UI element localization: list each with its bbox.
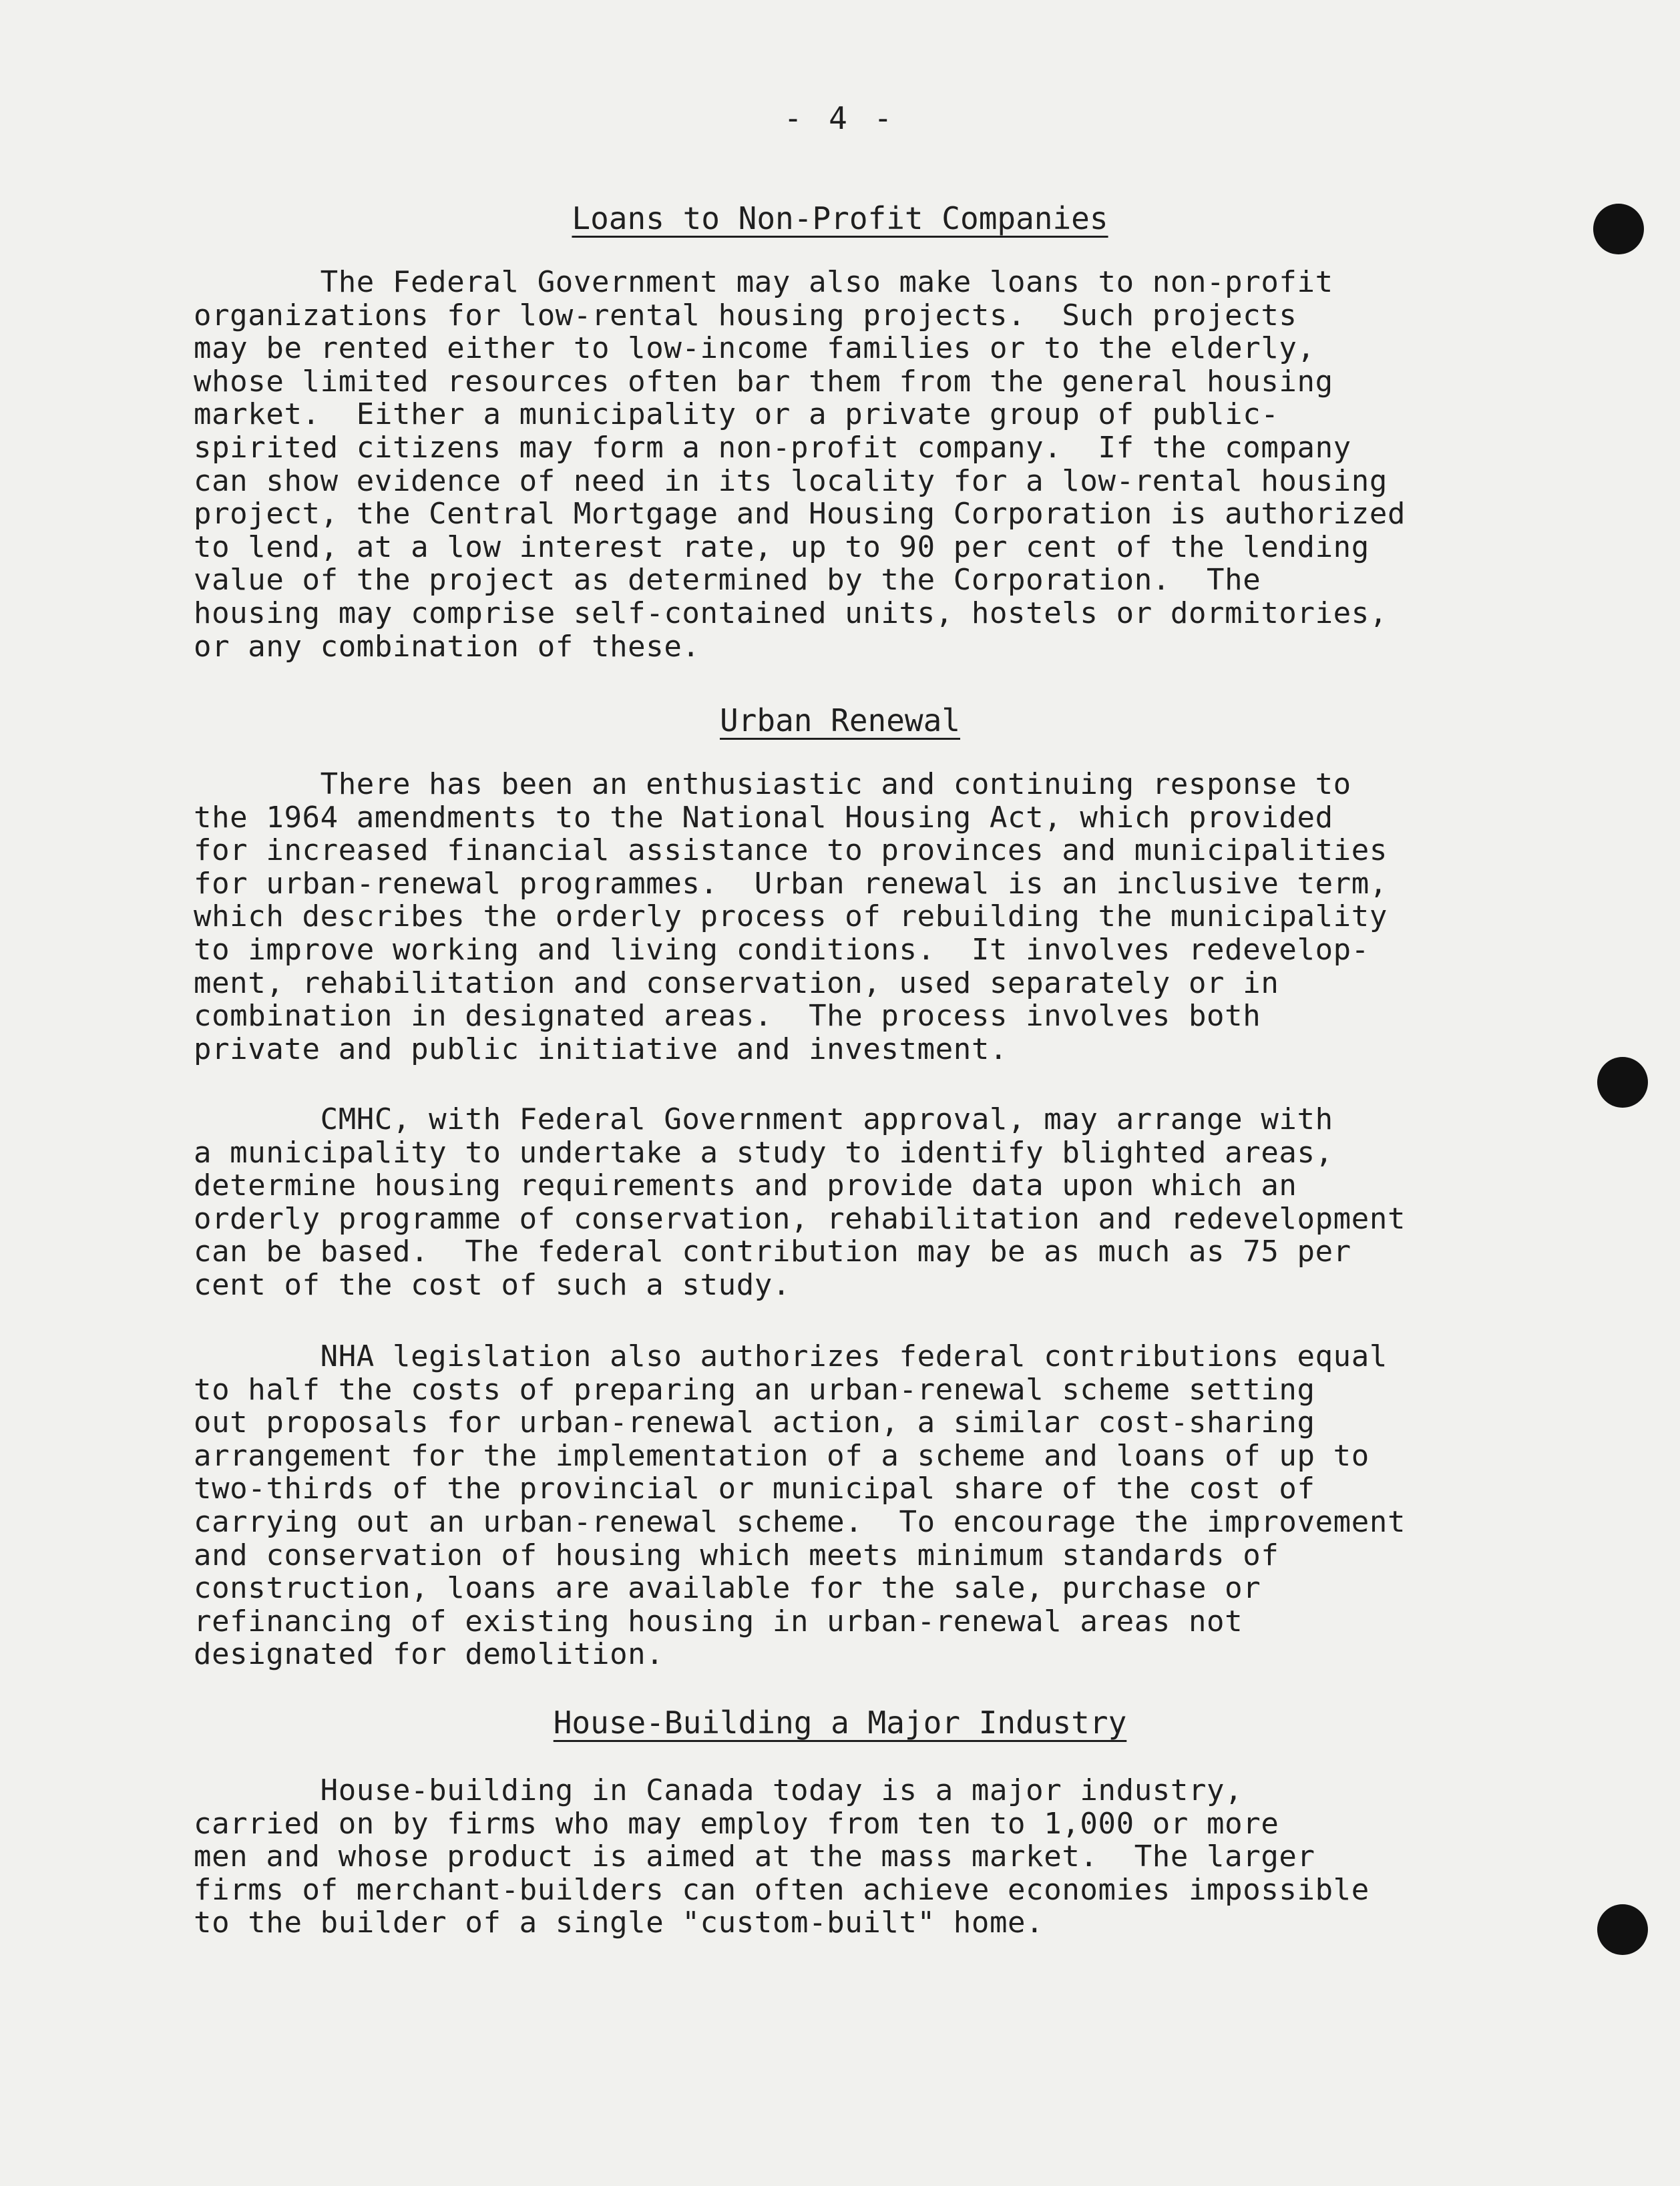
text-line: and conservation of housing which meets minimum standards of xyxy=(194,1538,1279,1572)
text-line: private and public initiative and investment. xyxy=(194,1032,1008,1066)
text-line: CMHC, with Federal Government approval, may arrange with xyxy=(194,1102,1333,1136)
text-line: men and whose product is aimed at the mass market. The larger xyxy=(194,1839,1315,1874)
text-line: carried on by firms who may employ from ten to 1,000 or more xyxy=(194,1806,1279,1841)
text-line: arrangement for the implementation of a scheme and loans of up to xyxy=(194,1438,1370,1473)
text-line: may be rented either to low-income families or to the elderly, xyxy=(194,331,1315,366)
text-line: carrying out an urban-renewal scheme. To encourage the improvement xyxy=(194,1504,1406,1539)
text-line: project, the Central Mortgage and Housing Corporation is authorized xyxy=(194,497,1406,531)
text-line: for increased financial assistance to provinces and municipalities xyxy=(194,833,1388,868)
text-line: There has been an enthusiastic and continuing response to xyxy=(194,767,1351,801)
text-line: out proposals for urban-renewal action, a similar cost-sharing xyxy=(194,1405,1315,1440)
binder-hole-bottom xyxy=(1597,1904,1648,1955)
text-line: construction, loans are available for the sale, purchase or xyxy=(194,1571,1261,1606)
paragraph-urban-renewal-2 xyxy=(194,1103,1406,1302)
text-line: a municipality to undertake a study to identify blighted areas, xyxy=(194,1135,1333,1170)
text-line: The Federal Government may also make loans to non-profit xyxy=(194,265,1333,299)
section-heading-house-building: House-Building a Major Industry xyxy=(553,1705,1127,1741)
text-line: NHA legislation also authorizes federal contributions equal xyxy=(194,1339,1388,1373)
text-line: can show evidence of need in its locality for a low-rental housing xyxy=(194,463,1388,498)
text-line: orderly programme of conservation, rehabilitation and redevelopment xyxy=(194,1201,1406,1236)
text-line: to the builder of a single "custom-built" home. xyxy=(194,1906,1044,1940)
section-heading-urban-renewal: Urban Renewal xyxy=(719,702,961,738)
paragraph-urban-renewal-1 xyxy=(194,768,1388,1066)
text-line: can be based. The federal contribution may be as much as 75 per xyxy=(194,1235,1351,1269)
text-line: which describes the orderly process of rebuilding the municipality xyxy=(194,899,1388,934)
paragraph-urban-renewal-3 xyxy=(194,1340,1406,1671)
text-line: for urban-renewal programmes. Urban renewal is an inclusive term, xyxy=(194,866,1388,901)
text-line: to half the costs of preparing an urban-renewal scheme setting xyxy=(194,1372,1315,1407)
text-line: to lend, at a low interest rate, up to 90 per cent of the lending xyxy=(194,529,1370,564)
text-line: cent of the cost of such a study. xyxy=(194,1267,791,1302)
text-line: firms of merchant-builders can often achieve economies impossible xyxy=(194,1872,1370,1907)
text-line: value of the project as determined by the Corporation. The xyxy=(194,563,1261,598)
binder-hole-middle xyxy=(1597,1057,1648,1108)
text-line: to improve working and living conditions. It involves redevelop- xyxy=(194,932,1370,967)
text-line: organizations for low-rental housing projects. Such projects xyxy=(194,298,1297,333)
text-line: ment, rehabilitation and conservation, used separately or in xyxy=(194,965,1279,1000)
text-line: determine housing requirements and provide data upon which an xyxy=(194,1168,1297,1203)
text-line: House-building in Canada today is a major industry, xyxy=(194,1773,1243,1807)
text-line: designated for demolition. xyxy=(194,1637,664,1672)
text-line: spirited citizens may form a non-profit company. If the company xyxy=(194,430,1351,465)
text-line: refinancing of existing housing in urban-renewal areas not xyxy=(194,1604,1243,1638)
text-line: market. Either a municipality or a private group of public- xyxy=(194,397,1279,432)
text-line: the 1964 amendments to the National Housing Act, which provided xyxy=(194,800,1333,835)
text-line: combination in designated areas. The process involves both xyxy=(194,999,1261,1034)
paragraph-house-building xyxy=(194,1774,1370,1940)
text-line: two-thirds of the provincial or municipal share of the cost of xyxy=(194,1472,1315,1506)
paragraph-loans xyxy=(194,266,1406,663)
section-heading-loans: Loans to Non-Profit Companies xyxy=(572,200,1108,236)
text-line: housing may comprise self-contained units, hostels or dormitories, xyxy=(194,596,1388,630)
text-line: or any combination of these. xyxy=(194,629,700,664)
text-line: whose limited resources often bar them from the general housing xyxy=(194,364,1333,399)
page-number: - 4 - xyxy=(783,100,897,136)
